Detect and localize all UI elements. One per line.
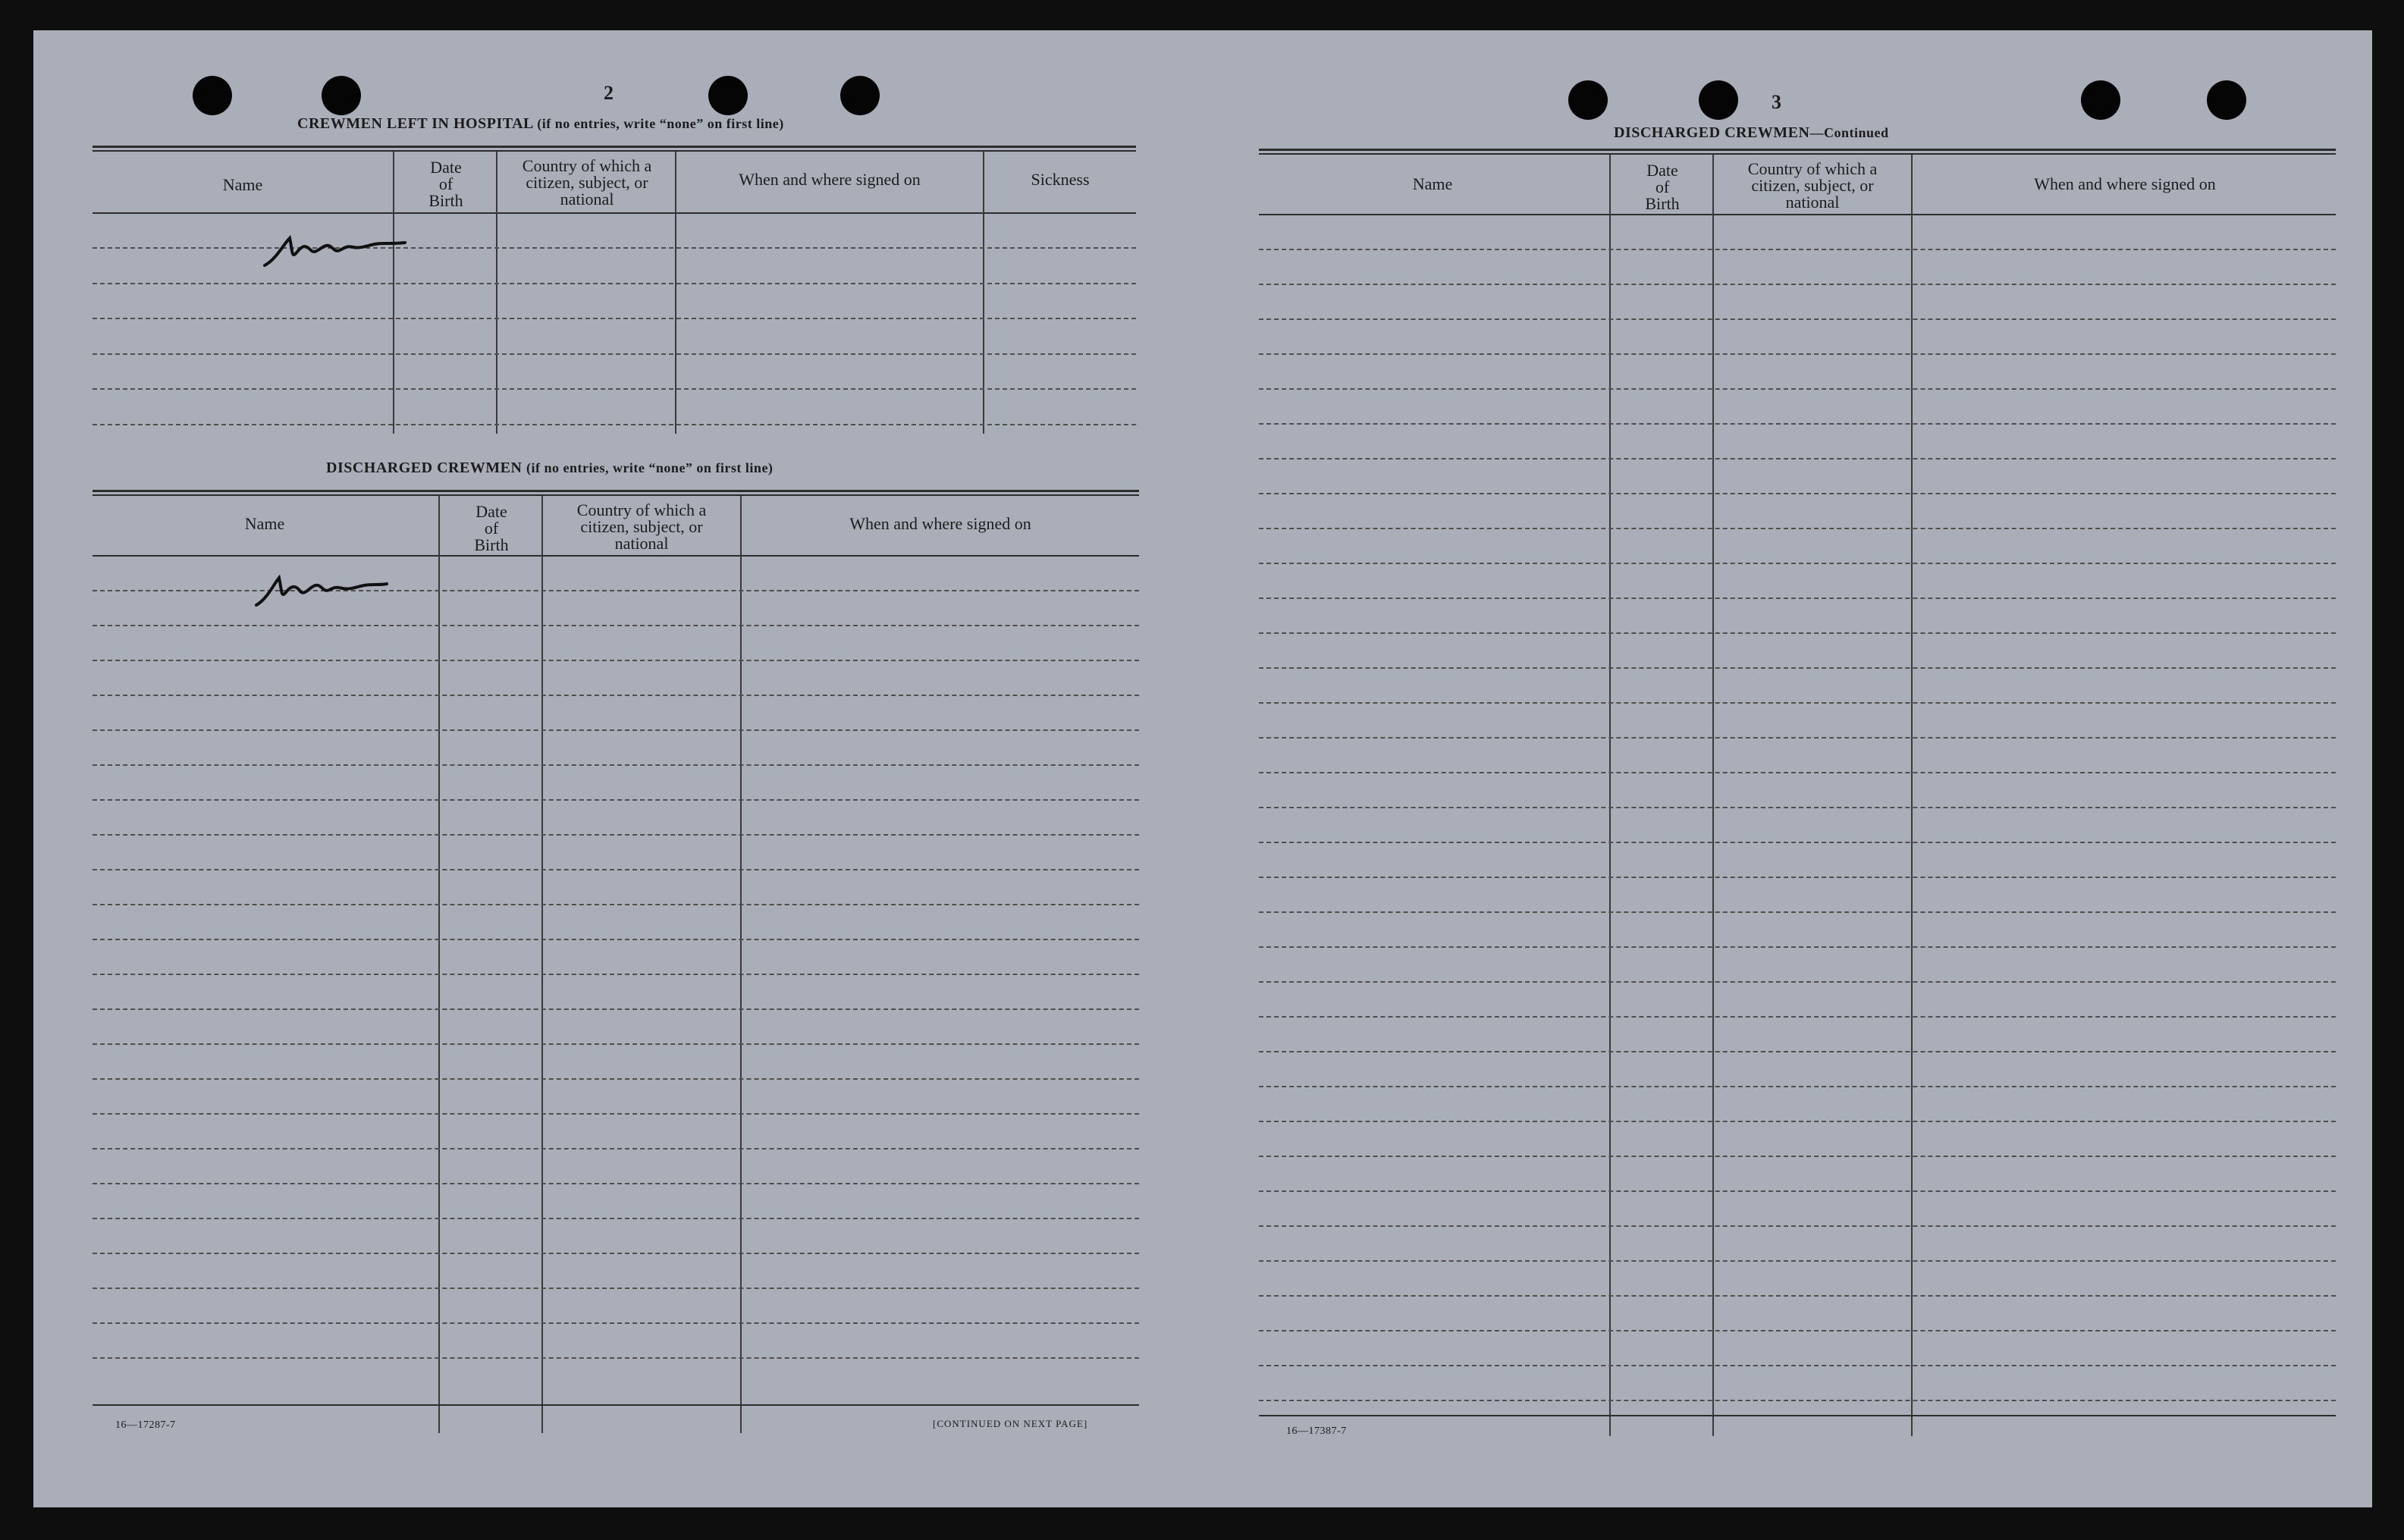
discharged-title-text: DISCHARGED CREWMEN [326, 459, 523, 476]
ruled-line [1259, 353, 2336, 355]
ruled-line [93, 1043, 1139, 1045]
continued-note: [CONTINUED ON NEXT PAGE] [933, 1418, 1088, 1429]
ruled-line [93, 247, 1136, 249]
right-col-country: Country of which a citizen, subject, or national [1747, 159, 1878, 212]
hospital-col-divider [496, 152, 497, 434]
right-col-signed-on: When and where signed on [2034, 174, 2216, 193]
ruled-line [1259, 1190, 2336, 1192]
ruled-line [1259, 597, 2336, 599]
ruled-line [93, 1288, 1139, 1289]
hospital-col-sickness: Sickness [1031, 170, 1090, 189]
handwritten-none-hospital [261, 229, 413, 274]
punch-hole [1568, 80, 1608, 120]
punch-hole [322, 76, 361, 115]
ruled-line [1259, 946, 2336, 948]
ruled-line [93, 353, 1136, 355]
right-top-rule [1259, 153, 2336, 155]
right-title-suffix: —Continued [1809, 125, 1889, 140]
discharged-col-name: Name [244, 514, 285, 533]
ruled-line [93, 799, 1139, 801]
ruled-line [93, 695, 1139, 696]
hospital-top-rule [93, 150, 1136, 152]
ruled-line [1259, 911, 2336, 913]
ruled-line [1259, 981, 2336, 983]
ruled-line [1259, 632, 2336, 634]
ruled-line [1259, 1330, 2336, 1331]
ruled-line [93, 1357, 1139, 1359]
ruled-line [1259, 458, 2336, 459]
ruled-line [93, 1113, 1139, 1115]
ruled-line [93, 660, 1139, 661]
hospital-col-dob: Date of Birth [428, 158, 463, 210]
discharged-bottom-rule [93, 1404, 1139, 1406]
hospital-col-name: Name [222, 175, 263, 194]
ruled-line [93, 424, 1136, 425]
right-title-text: DISCHARGED CREWMEN [1614, 124, 1810, 141]
punch-hole [840, 76, 880, 115]
discharged-col-divider [438, 496, 440, 1433]
ruled-line [1259, 1086, 2336, 1087]
discharged-instruction: (if no entries, write “none” on first line) [526, 460, 774, 475]
ruled-line [93, 318, 1136, 319]
ruled-line [93, 764, 1139, 766]
ruled-line [1259, 1365, 2336, 1366]
page-number-right: 3 [1772, 91, 1781, 113]
ruled-line [1259, 1260, 2336, 1262]
hospital-col-signed-on: When and where signed on [739, 170, 921, 189]
ruled-line [1259, 563, 2336, 564]
hospital-col-country: Country of which a citizen, subject, or national [522, 156, 652, 209]
discharged-header-rule [93, 555, 1139, 557]
punch-hole [2207, 80, 2246, 120]
right-bottom-rule [1259, 1415, 2336, 1416]
ruled-line [1259, 1121, 2336, 1122]
ruled-line [1259, 1156, 2336, 1157]
discharged-top-rule [93, 490, 1139, 492]
right-header-rule [1259, 214, 2336, 215]
ruled-line [93, 1148, 1139, 1150]
handwritten-none-discharged [253, 570, 390, 613]
ruled-line [1259, 1295, 2336, 1297]
ruled-line [1259, 528, 2336, 529]
punch-hole [708, 76, 748, 115]
hospital-title-text: CREWMEN LEFT IN HOSPITAL [297, 115, 533, 132]
right-col-divider [1911, 155, 1913, 1436]
ruled-line [1259, 667, 2336, 669]
ruled-line [93, 939, 1139, 940]
ruled-line [93, 283, 1136, 284]
page-number-left: 2 [604, 82, 614, 104]
ruled-line [1259, 877, 2336, 878]
form-number-right: 16—17387-7 [1286, 1426, 1347, 1437]
ruled-line [93, 729, 1139, 731]
ruled-line [1259, 1400, 2336, 1401]
right-col-dob: Date of Birth [1645, 161, 1680, 213]
ruled-line [1259, 807, 2336, 808]
ruled-line [93, 1322, 1139, 1324]
ruled-line [1259, 249, 2336, 250]
hospital-instruction: (if no entries, write “none” on first line) [537, 116, 784, 131]
ruled-line [93, 1183, 1139, 1184]
ruled-line [1259, 1225, 2336, 1227]
ruled-line [1259, 284, 2336, 285]
ruled-line [93, 1218, 1139, 1219]
hospital-col-divider [983, 152, 984, 434]
hospital-col-divider [675, 152, 676, 434]
hospital-col-divider [393, 152, 394, 434]
discharged-col-divider [740, 496, 742, 1433]
discharged-col-signed-on: When and where signed on [849, 514, 1031, 533]
ruled-line [93, 1078, 1139, 1080]
right-col-divider [1609, 155, 1611, 1436]
ruled-line [93, 1253, 1139, 1254]
ruled-line [93, 388, 1136, 390]
ruled-line [1259, 318, 2336, 320]
right-section-title [1614, 124, 1889, 142]
ruled-line [93, 904, 1139, 905]
ruled-line [93, 974, 1139, 975]
hospital-section-title [297, 115, 784, 133]
discharged-col-country: Country of which a citizen, subject, or national [576, 500, 707, 553]
ruled-line [1259, 1016, 2336, 1018]
ruled-line [1259, 388, 2336, 390]
ruled-line [1259, 493, 2336, 494]
ruled-line [1259, 423, 2336, 425]
ruled-line [93, 590, 1139, 591]
right-top-rule [1259, 149, 2336, 151]
ruled-line [93, 1008, 1139, 1010]
ruled-line [1259, 702, 2336, 704]
form-number-left: 16—17287-7 [115, 1419, 176, 1431]
hospital-top-rule [93, 146, 1136, 148]
punch-hole [1699, 80, 1738, 120]
ruled-line [1259, 1051, 2336, 1052]
discharged-col-divider [541, 496, 543, 1433]
ruled-line [1259, 772, 2336, 773]
discharged-section-title [326, 459, 773, 477]
hospital-header-rule [93, 212, 1136, 214]
discharged-col-dob: Date of Birth [474, 502, 509, 554]
ruled-line [93, 834, 1139, 836]
punch-hole [2081, 80, 2120, 120]
ruled-line [93, 869, 1139, 870]
right-col-divider [1712, 155, 1714, 1436]
ruled-line [1259, 842, 2336, 843]
ruled-line [1259, 737, 2336, 739]
document-sheet [33, 30, 2372, 1507]
discharged-top-rule [93, 494, 1139, 496]
right-col-name: Name [1412, 174, 1453, 193]
ruled-line [93, 625, 1139, 626]
punch-hole [193, 76, 232, 115]
